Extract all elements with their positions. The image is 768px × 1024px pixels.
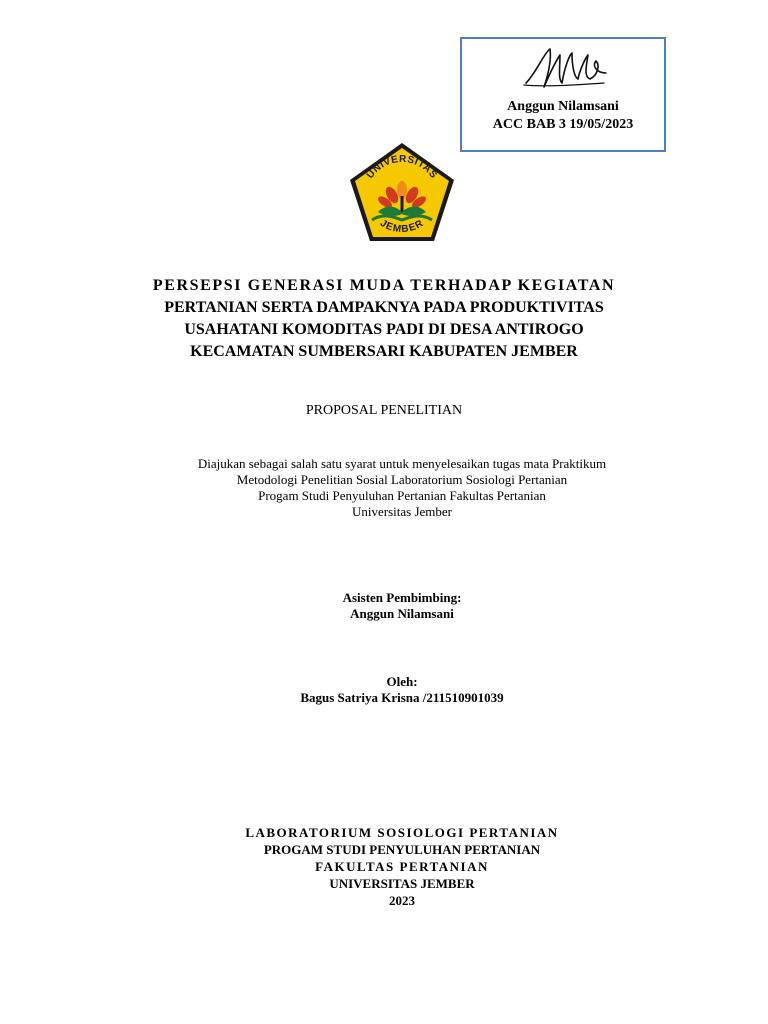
advisor-label: Asisten Pembimbing:	[342, 590, 462, 605]
institution-line: UNIVERSITAS JEMBER	[329, 876, 475, 891]
purpose-statement	[100, 456, 704, 520]
approval-status: ACC BAB 3 19/05/2023	[492, 117, 634, 132]
logo-bottom-text: JEMBER	[378, 217, 426, 236]
title-line: KECAMATAN SUMBERSARI KABUPATEN JEMBER	[190, 343, 578, 360]
university-logo	[346, 140, 458, 244]
institution-footer	[100, 824, 704, 909]
advisor-section	[100, 590, 704, 622]
institution-line: FAKULTAS PERTANIAN	[315, 859, 489, 874]
logo-top-text: UNIVERSITAS	[364, 153, 440, 181]
document-type: PROPOSAL PENELITIAN	[305, 403, 463, 418]
purpose-line: Metodologi Penelitian Sosial Laboratorium Sosiologi Pertanian	[236, 472, 568, 487]
title-line: USAHATANI KOMODITAS PADI DI DESA ANTIROGO	[184, 321, 584, 338]
title-line: PERTANIAN SERTA DAMPAKNYA PADA PRODUKTIVITAS	[164, 299, 604, 316]
purpose-line: Universitas Jember	[351, 504, 452, 519]
document-title	[100, 275, 668, 363]
author-section	[100, 674, 704, 706]
purpose-line: Progam Studi Penyuluhan Pertanian Fakultas Pertanian	[258, 488, 546, 503]
advisor-name: Anggun Nilamsani	[350, 606, 454, 621]
institution-line: PROGAM STUDI PENYULUHAN PERTANIAN	[263, 842, 541, 857]
year: 2023	[389, 893, 415, 908]
author-name: Bagus Satriya Krisna /211510901039	[300, 690, 504, 705]
title-line: PERSEPSI GENERASI MUDA TERHADAP KEGIATAN	[152, 277, 616, 294]
author-label: Oleh:	[386, 674, 418, 689]
institution-line: LABORATORIUM SOSIOLOGI PERTANIAN	[245, 825, 559, 840]
approval-box	[460, 37, 666, 152]
purpose-line: Diajukan sebagai salah satu syarat untuk menyelesaikan tugas mata Praktikum	[197, 456, 607, 471]
handwritten-signature	[516, 43, 616, 99]
approver-name: Anggun Nilamsani	[507, 99, 619, 114]
